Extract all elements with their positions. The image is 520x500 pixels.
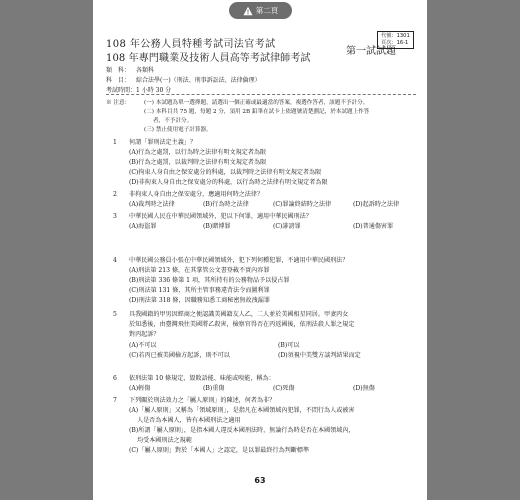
instruction-1: (一) 本試題為單一選擇題，請選出一個正確或最適當的答案，複選作答者，該題不予計分。 bbox=[144, 100, 369, 106]
time-line bbox=[106, 85, 171, 94]
option-d: (D)非拘束人身自由之保安處分的科處，以行為時之法律有明文規定者為限 bbox=[129, 179, 328, 186]
option-c: (C)刑法第 131 條，其所主管事務違背法令而圖利罪 bbox=[129, 287, 270, 294]
exam-code: 代號：1301 bbox=[381, 33, 410, 39]
category-label: 類 科： bbox=[106, 67, 131, 74]
question-number: 3 bbox=[113, 213, 117, 220]
time-value: 1 小時 30 分 bbox=[136, 87, 172, 94]
option-b: (B)重傷 bbox=[203, 385, 225, 392]
exam-stage: 第一試試題 bbox=[346, 46, 396, 57]
document-page bbox=[93, 0, 427, 500]
option-d: (D)須視中美雙方談判結果而定 bbox=[278, 352, 361, 359]
question-number: 4 bbox=[113, 257, 117, 264]
question-stem: 具我國籍的甲男因經商之便認識美國籍友人乙，二人並於美國相星同居。甲妻丙女 bbox=[129, 311, 349, 318]
option-d: (D)普通傷害罪 bbox=[353, 223, 394, 230]
option-d: (D)起訴時之法律 bbox=[353, 201, 400, 208]
option-a: (A)不可以 bbox=[129, 342, 157, 349]
subject-value: 綜合法學(一)（刑法、刑事訴訟法、法律倫理） bbox=[136, 77, 261, 84]
option-b: (B)行為時之法律 bbox=[203, 201, 249, 208]
option-c: (C)死傷 bbox=[273, 385, 295, 392]
question-stem: 非拘束人身自由之保安處分，應適用何時之法律？ bbox=[129, 191, 264, 198]
subject-line bbox=[106, 75, 261, 84]
option-a: (A)行為之處罰，以行為時之法律有明文規定者為限 bbox=[129, 149, 267, 156]
question-number: 6 bbox=[113, 375, 117, 382]
exam-title-1: 108 年公務人員特種考試司法官考試 bbox=[106, 39, 276, 50]
exam-title-2: 108 年專門職業及技術人員高等考試律師考試 bbox=[106, 53, 311, 64]
option-b: (B)行為之處罰，以裁判時之法律有明文規定者為限 bbox=[129, 159, 267, 166]
question-stem: 何謂「罪刑法定主義」？ bbox=[129, 139, 197, 146]
option-d: (D)刑法第 318 條，因職務知悉工商秘密無故洩漏罪 bbox=[129, 297, 270, 304]
instruction-2: (二) 本科目共 75 題，每題 2 分，須用 2B 鉛筆在試卡上依題號清楚劃記，於本試題上作答 bbox=[144, 109, 370, 115]
option-c: (C)「屬人原則」對於「本國人」之認定，是以罪最終行為判斷標準 bbox=[129, 447, 310, 454]
divider bbox=[106, 94, 416, 95]
question-number: 2 bbox=[113, 191, 117, 198]
category-value: 各類科 bbox=[136, 67, 155, 74]
option-a-cont: 人是否為本國人，皆有本國刑法之適用 bbox=[137, 417, 241, 424]
option-b: (B)刑法第 336 條第 1 項，其所持有的公務物品予以侵占罪 bbox=[129, 277, 290, 284]
option-c: (C)拘束人身自由之保安處分的科處，以裁判時之法律有明文規定者為限 bbox=[129, 169, 322, 176]
option-a: (A)「屬人原則」又稱為「領域原則」，是指凡在本國領域內犯罪，不問行為人或被害 bbox=[129, 407, 355, 414]
page-indicator-label: 第二頁 bbox=[255, 6, 279, 15]
option-d: (D)無傷 bbox=[353, 385, 375, 392]
question-number: 1 bbox=[113, 139, 117, 146]
option-a: (A)輕傷 bbox=[129, 385, 151, 392]
option-a: (A)裁判時之法律 bbox=[129, 201, 175, 208]
instruction-2-cont: 者，不予計分。 bbox=[153, 118, 193, 124]
option-b: (B)所謂「屬人原則」，是指本國人違反本國刑法時，無論行為時是否在本國領域內， bbox=[129, 427, 355, 434]
question-stem: 依刑法第 10 條規定，毀敗語能、味能或嗅能，稱為： bbox=[129, 375, 275, 382]
question-stem-cont: 對丙起訴？ bbox=[129, 331, 160, 338]
question-stem: 中華民國人民在中華民國領域外，犯以下何罪，適用中華民國刑法？ bbox=[129, 213, 312, 220]
question-number: 5 bbox=[113, 311, 117, 318]
question-stem: 中華民國公務員小張在中華民國領域外，犯下列何種犯罪，不適用中華民國刑法？ bbox=[129, 257, 349, 264]
option-b: (B)賭博罪 bbox=[203, 223, 231, 230]
warning-icon bbox=[243, 6, 253, 16]
option-b: (B)可以 bbox=[278, 342, 300, 349]
page-count: 頁次：16-1 bbox=[381, 40, 409, 46]
category-line bbox=[106, 65, 154, 74]
subject-label: 科 目： bbox=[106, 77, 131, 84]
notice-label: ※ 注意： bbox=[106, 100, 131, 106]
page-indicator-pill bbox=[229, 2, 292, 19]
question-stem-cont: 於知悉後，由臺灣飛往美國將乙殺害，檢察官得否在丙返國後，依刑法殺人罪之規定 bbox=[129, 321, 355, 328]
option-a: (A)刑法第 213 條，在其掌管公文書登載不實內容罪 bbox=[129, 267, 270, 274]
option-c: (C)誹謗罪 bbox=[273, 223, 301, 230]
option-b-cont: 均受本國刑法之規範 bbox=[137, 437, 192, 444]
time-label: 考試時間： bbox=[106, 87, 137, 94]
instruction-3: (三) 禁止使用電子計算器。 bbox=[144, 127, 212, 133]
page-number: 63 bbox=[254, 476, 266, 485]
question-stem: 下列關於刑法效力之「屬人原則」的陳述，何者為非？ bbox=[129, 397, 276, 404]
question-number: 7 bbox=[113, 397, 117, 404]
option-c: (C)若丙已被美國檢方起訴，則不可以 bbox=[129, 352, 230, 359]
option-a: (A)海盜罪 bbox=[129, 223, 157, 230]
option-c: (C)罪論終結時之法律 bbox=[273, 201, 332, 208]
